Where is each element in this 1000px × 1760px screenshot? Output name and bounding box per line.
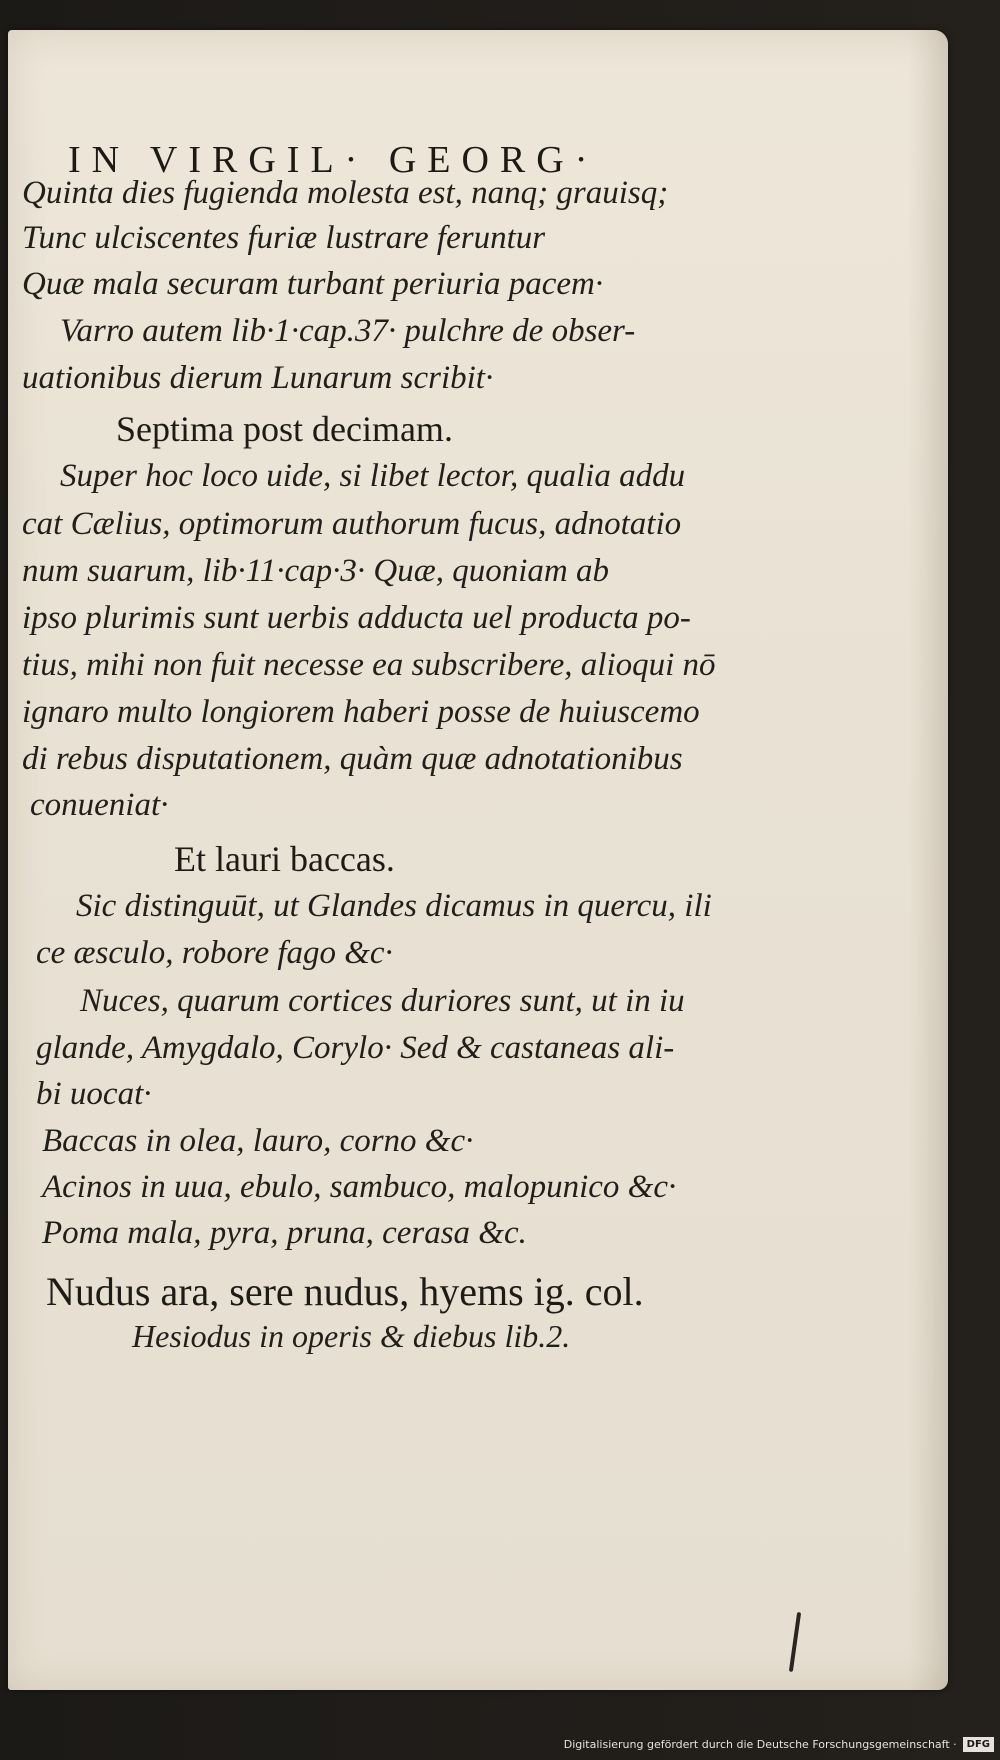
book-page	[8, 30, 948, 1690]
text-line: Quæ mala securam turbant periuria pacem·	[22, 266, 604, 302]
section-heading: Nudus ara, sere nudus, hyems ig. col.	[46, 1269, 644, 1314]
running-head: IN VIRGIL· GEORG·	[68, 139, 599, 181]
text-line: Poma mala, pyra, pruna, cerasa &c.	[42, 1215, 527, 1251]
text-line: di rebus disputationem, quàm quæ adnotationibus	[22, 741, 683, 777]
text-line: ignaro multo longiorem haberi posse de huiuscemo	[22, 694, 700, 730]
text-line: conueniat·	[30, 787, 169, 823]
text-line: num suarum, lib·11·cap·3· Quæ, quoniam ab	[22, 553, 609, 589]
text-line: Varro autem lib·1·cap.37· pulchre de obser-	[60, 313, 636, 349]
text-line: Tunc ulciscentes furiæ lustrare feruntur	[22, 220, 546, 256]
text-line: cat Cælius, optimorum authorum fucus, adnotatio	[22, 506, 682, 542]
footer-text: Digitalisierung gefördert durch die Deutsche Forschungsgemeinschaft ·	[563, 1738, 957, 1751]
text-line: Super hoc loco uide, si libet lector, qualia addu	[60, 458, 686, 494]
section-heading: Septima post decimam.	[116, 409, 453, 449]
text-line: Hesiodus in operis & diebus lib.2.	[132, 1318, 571, 1354]
text-line: Acinos in uua, ebulo, sambuco, malopunico &c·	[42, 1169, 677, 1205]
text-line: Nuces, quarum cortices duriores sunt, ut in iu	[80, 983, 685, 1019]
section-heading: Et lauri baccas.	[174, 839, 395, 879]
footer-credit	[564, 1737, 994, 1752]
text-line: ipso plurimis sunt uerbis adducta uel producta po-	[22, 600, 691, 636]
text-line: Sic distinguūt, ut Glandes dicamus in quercu, ili	[76, 888, 712, 924]
dfg-logo: DFG	[963, 1737, 994, 1752]
page-edge-shadow	[908, 30, 948, 1690]
text-line: ce æsculo, robore fago &c·	[36, 935, 393, 971]
text-line: tius, mihi non fuit necesse ea subscribere, alioqui nō	[22, 647, 716, 683]
text-line: glande, Amygdalo, Corylo· Sed & castaneas ali-	[36, 1030, 675, 1066]
text-line: bi uocat·	[36, 1076, 152, 1112]
text-line: Baccas in olea, lauro, corno &c·	[42, 1123, 474, 1159]
text-line: Quinta dies fugienda molesta est, nanq; grauisq;	[22, 175, 669, 211]
text-line: uationibus dierum Lunarum scribit·	[22, 360, 494, 396]
